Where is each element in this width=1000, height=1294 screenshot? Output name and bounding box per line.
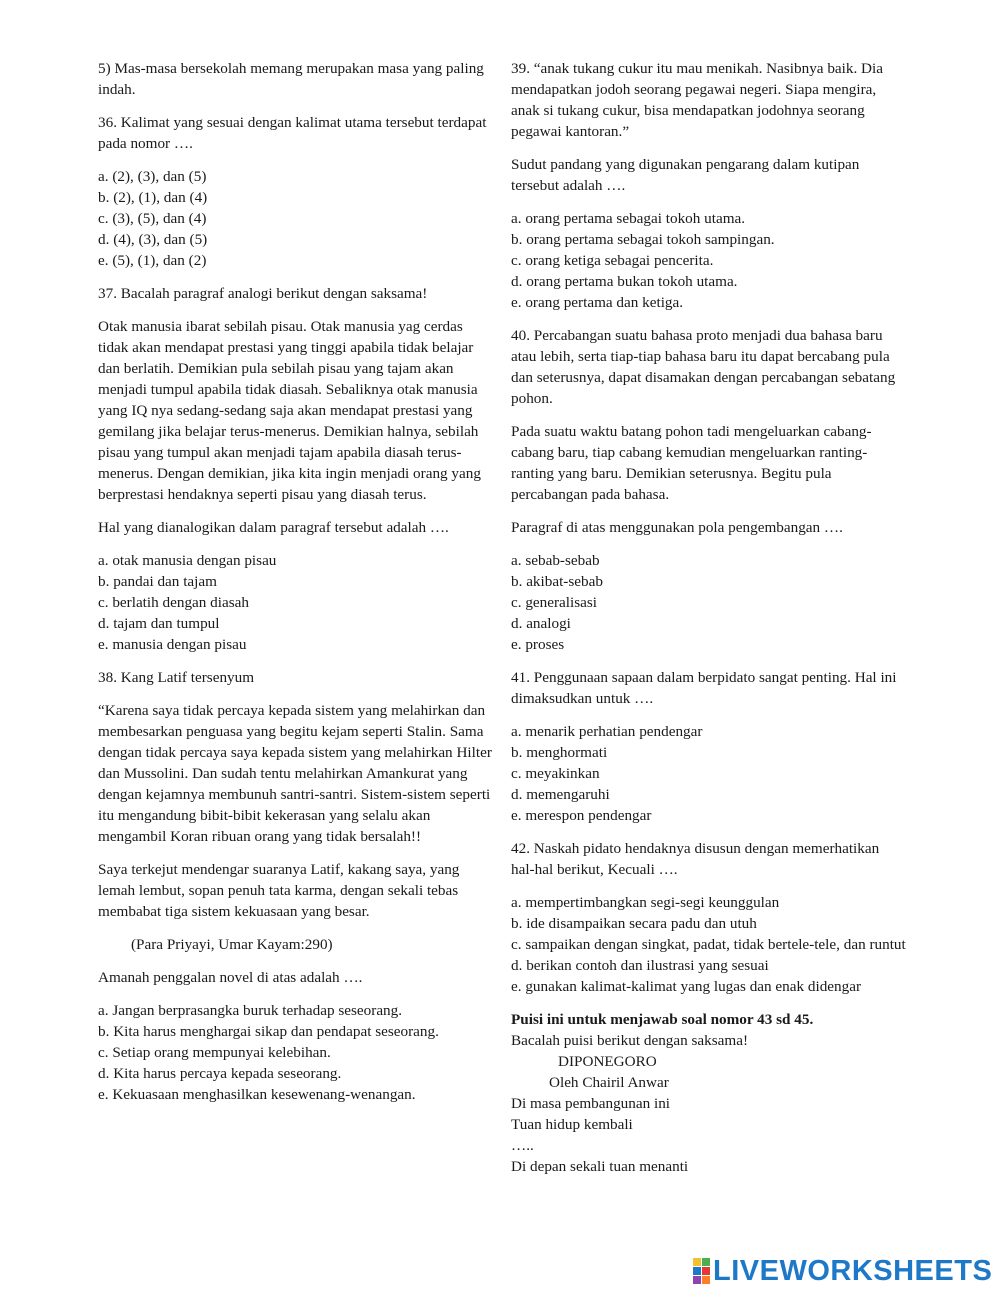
q40-option-c: c. generalisasi: [511, 594, 598, 611]
poem-instruction: Bacalah puisi berikut dengan saksama!: [511, 1032, 749, 1049]
q37-option-d: d. tajam dan tumpul: [98, 615, 220, 632]
q38-narration: Saya terkejut mendengar suaranya Latif, kakang saya, yang lemah lembut, sopan penuh tata karma, dengan sekali tebas membabat tiga sistem kekuasaan yang besar.: [98, 861, 460, 920]
q40-option-d: d. analogi: [511, 615, 571, 632]
q41-question: 41. Penggunaan sapaan dalam berpidato sangat penting. Hal ini dimaksudkan untuk ….: [511, 669, 897, 707]
q36-question: 36. Kalimat yang sesuai dengan kalimat utama tersebut terdapat pada nomor ….: [98, 114, 487, 152]
q37-question: 37. Bacalah paragraf analogi berikut dengan saksama!: [98, 285, 428, 302]
q41-option-e: e. merespon pendengar: [511, 807, 652, 824]
logo-tile: [693, 1267, 701, 1275]
poem-section: [511, 1009, 906, 1177]
q39-option-a: a. orang pertama sebagai tokoh utama.: [511, 210, 746, 227]
q42-option-a: a. mempertimbangkan segi-segi keunggulan: [511, 894, 780, 911]
q40-option-a: a. sebab-sebab: [511, 552, 600, 569]
q37-prompt: Hal yang dianalogikan dalam paragraf tersebut adalah ….: [98, 519, 449, 536]
q36-options: [98, 166, 493, 271]
q40-option-e: e. proses: [511, 636, 565, 653]
logo-tile: [702, 1258, 710, 1266]
q38-source: (Para Priyayi, Umar Kayam:290): [131, 936, 333, 953]
q39-question: 39. “anak tukang cukur itu mau menikah. Nasibnya baik. Dia mendapatkan jodoh seorang pegawai negeri. Siapa mengira, anak si tukang cukur, bisa mendapatkan jodohnya seorang pegawai kantoran.”: [511, 60, 883, 140]
q38-question: 38. Kang Latif tersenyum: [98, 669, 255, 686]
q39-option-b: b. orang pertama sebagai tokoh sampingan.: [511, 231, 775, 248]
q36-option-a: a. (2), (3), dan (5): [98, 168, 207, 185]
q39-option-c: c. orang ketiga sebagai pencerita.: [511, 252, 714, 269]
q39-options: [511, 208, 906, 313]
q40-passage: Pada suatu waktu batang pohon tadi mengeluarkan cabang-cabang baru, tiap cabang kemudian mengeluarkan ranting-ranting yang baru. Demikian seterusnya. Begitu pula percabangan pada bahasa.: [511, 423, 872, 503]
q38-option-a: a. Jangan berprasangka buruk terhadap seseorang.: [98, 1002, 403, 1019]
q36-option-b: b. (2), (1), dan (4): [98, 189, 208, 206]
q37-options: [98, 550, 493, 655]
q39-option-e: e. orang pertama dan ketiga.: [511, 294, 684, 311]
q42-option-d: d. berikan contoh dan ilustrasi yang sesuai: [511, 957, 769, 974]
poem-line: Di depan sekali tuan menanti: [511, 1158, 689, 1175]
q41-options: [511, 721, 906, 826]
q41-option-d: d. memengaruhi: [511, 786, 610, 803]
q38-option-b: b. Kita harus menghargai sikap dan pendapat seseorang.: [98, 1023, 439, 1040]
q37-option-e: e. manusia dengan pisau: [98, 636, 247, 653]
logo-tile: [702, 1276, 710, 1284]
q42-option-e: e. gunakan kalimat-kalimat yang lugas dan enak didengar: [511, 978, 862, 995]
liveworksheets-logo: [693, 1254, 993, 1287]
left-column: [98, 58, 493, 1117]
poem-author: Oleh Chairil Anwar: [549, 1074, 669, 1091]
q38-option-d: d. Kita harus percaya kepada seseorang.: [98, 1065, 342, 1082]
q37-option-b: b. pandai dan tajam: [98, 573, 217, 590]
q40-question: 40. Percabangan suatu bahasa proto menjadi dua bahasa baru atau lebih, serta tiap-tiap bahasa baru itu dapat bercabang pula dan seterusnya, dapat disamakan dengan percabangan sebatang pohon.: [511, 327, 896, 407]
q40-option-b: b. akibat-sebab: [511, 573, 603, 590]
q38-quote: “Karena saya tidak percaya kepada sistem yang melahirkan dan membesarkan penguasa yang begitu kejam seperti Stalin. Sama dengan tidak percaya saya kepada sistem yang melahirkan Hilter dan Mussolini. Dan sudah tentu melahirkan Amankurat yang dengan kejamnya membunuh santri-santri. Sistem-sistem seperti itu mengandung bibit-bibit kekerasan yang selalu akan mengambil Koran ribuan orang yang tidak bersalah!!: [98, 702, 492, 845]
q39-prompt: Sudut pandang yang digunakan pengarang dalam kutipan tersebut adalah ….: [511, 156, 860, 194]
q42-option-c: c. sampaikan dengan singkat, padat, tidak bertele-tele, dan runtut: [511, 936, 906, 953]
q38-prompt: Amanah penggalan novel di atas adalah ….: [98, 969, 363, 986]
q36-option-e: e. (5), (1), dan (2): [98, 252, 207, 269]
q37-option-a: a. otak manusia dengan pisau: [98, 552, 277, 569]
q42-option-b: b. ide disampaikan secara padu dan utuh: [511, 915, 757, 932]
q42-options: [511, 892, 906, 997]
q41-option-b: b. menghormati: [511, 744, 608, 761]
q40-options: [511, 550, 906, 655]
poem-line: …..: [511, 1137, 534, 1154]
q36-option-d: d. (4), (3), dan (5): [98, 231, 208, 248]
q38-option-e: e. Kekuasaan menghasilkan kesewenang-wenangan.: [98, 1086, 416, 1103]
q35-item-5: 5) Mas-masa bersekolah memang merupakan masa yang paling indah.: [98, 60, 484, 98]
q37-option-c: c. berlatih dengan diasah: [98, 594, 249, 611]
logo-tile: [693, 1276, 701, 1284]
q41-option-a: a. menarik perhatian pendengar: [511, 723, 703, 740]
poem-line: Di masa pembangunan ini: [511, 1095, 671, 1112]
q38-option-c: c. Setiap orang mempunyai kelebihan.: [98, 1044, 331, 1061]
q40-prompt: Paragraf di atas menggunakan pola pengembangan ….: [511, 519, 843, 536]
q39-option-d: d. orang pertama bukan tokoh utama.: [511, 273, 738, 290]
logo-text: LIVEWORKSHEETS: [713, 1254, 993, 1287]
logo-tile: [702, 1267, 710, 1275]
poem-title: DIPONEGORO: [558, 1053, 657, 1070]
q36-option-c: c. (3), (5), dan (4): [98, 210, 207, 227]
poem-line: Tuan hidup kembali: [511, 1116, 633, 1133]
logo-tile: [693, 1258, 701, 1266]
q38-options: [98, 1000, 493, 1105]
liveworksheets-icon: [693, 1258, 710, 1284]
q42-question: 42. Naskah pidato hendaknya disusun dengan memerhatikan hal-hal berikut, Kecuali ….: [511, 840, 880, 878]
q41-option-c: c. meyakinkan: [511, 765, 600, 782]
right-column: [511, 58, 906, 1177]
poem-heading: Puisi ini untuk menjawab soal nomor 43 sd 45.: [511, 1011, 814, 1028]
q37-passage: Otak manusia ibarat sebilah pisau. Otak manusia yag cerdas tidak akan mendapat prestasi yang tinggi apabila tidak belajar dan berlatih. Demikian pula sebilah pisau yang tajam akan menjadi tumpul apabila tidak diasah. Sebaliknya otak manusia yang IQ nya sedang-sedang saja akan mendapat prestasi yang gemilang jika belajar terus-menerus. Demikian halnya, sebilah pisau yang tumpul akan menjadi tajam apabila diasah terus-menerus. Dengan demikian, jika kita ingin menjadi orang yang berprestasi hendaknya seperti pisau yang diasah terus.: [98, 318, 481, 503]
